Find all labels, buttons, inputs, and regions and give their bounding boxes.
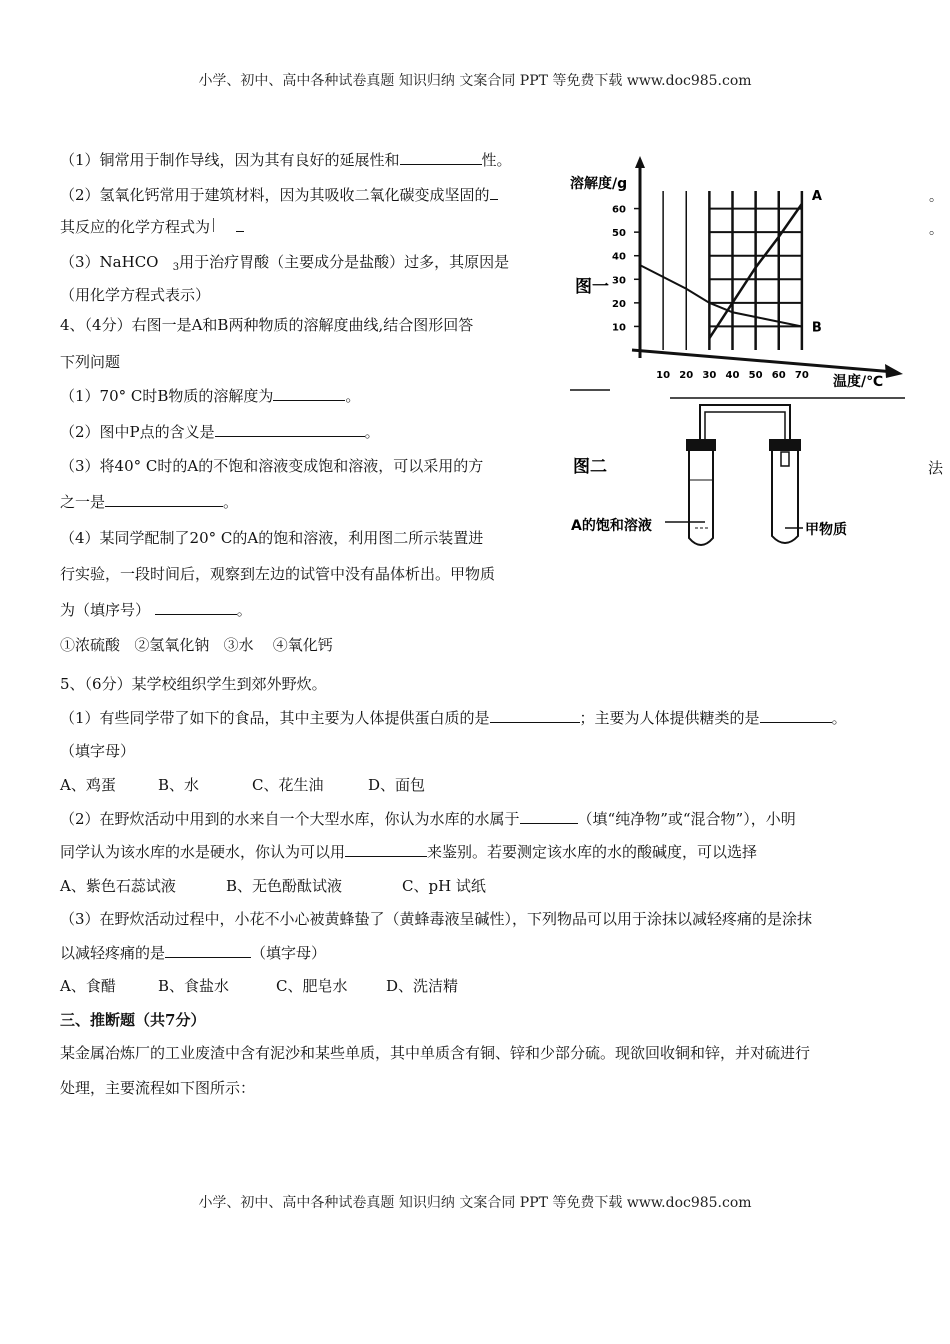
connecting-pipe-inner — [705, 412, 785, 442]
q4-part4-line1: （4）某同学配制了20° C的A的饱和溶液，利用图二所示装置进 — [60, 529, 484, 547]
option: B、无色酚酞试液 — [226, 877, 343, 895]
curve-a-label: A — [811, 188, 822, 204]
q4-part4-line2: 行实验，一段时间后，观察到左边的试管中没有晶体析出。甲物质 — [60, 565, 496, 583]
section3-para-line2: 处理，主要流程如下图所示： — [60, 1079, 256, 1097]
q5-part1: （1）有些同学带了如下的食品，其中主要为人体提供蛋白质的是 ；主要为人体提供糖类的是 。 — [60, 709, 847, 727]
answer-blank — [760, 708, 832, 723]
left-test-tube — [689, 450, 713, 545]
q3-part2: （2）氢氧化钙常用于建筑材料，因为其吸收二氧化碳变成坚固的 — [60, 185, 498, 205]
option: ④氧化钙 — [272, 636, 333, 654]
option: ①浓硫酸 — [60, 636, 121, 654]
dropper — [781, 452, 789, 466]
data-point-a — [732, 302, 734, 304]
data-point-b — [801, 326, 803, 328]
right-test-tube — [772, 450, 798, 543]
x-tick-label: 50 — [748, 370, 763, 381]
option: A、食醋 — [60, 977, 116, 995]
q5-part1-note: （填字母） — [60, 742, 136, 760]
answer-blank — [490, 708, 580, 723]
left-tube-label: A的饱和溶液 — [571, 518, 652, 534]
option: A、鸡蛋 — [60, 776, 116, 794]
q4-intro-line1: 4、（4分）右图一是A和B两种物质的溶解度曲线,结合图形回答 — [60, 316, 474, 334]
q5-part3-options — [60, 976, 458, 996]
q3-part2-period: 。 — [929, 189, 943, 205]
x-tick-label: 70 — [794, 370, 809, 381]
q5-part2-line1: （2）在野炊活动中用到的水来自一个大型水库，你认为水库的水属于 （填“纯净物”或“混合物”），小明 — [60, 810, 796, 828]
curve-b-label: B — [811, 320, 822, 336]
data-point-a — [755, 267, 757, 269]
page-footer: 小学、初中、高中各种试卷真题 知识归纳 文案合同 PPT 等免费下载 www.doc985.com — [198, 1195, 752, 1211]
y-axis-label: 溶解度/g — [570, 176, 628, 192]
y-tick-label: 10 — [612, 322, 626, 334]
data-point-b — [709, 302, 711, 304]
y-tick-label: 50 — [612, 228, 626, 240]
figure-one-label: 图一 — [575, 277, 609, 297]
q3-part3b: （用化学方程式表示） — [60, 286, 211, 304]
x-tick-label: 20 — [679, 370, 694, 381]
q4-options — [60, 635, 333, 655]
solubility-figure — [565, 150, 945, 570]
test-tube-apparatus — [665, 405, 803, 545]
q5-part3-line1: （3）在野炊活动过程中，小花不小心被黄蜂蛰了（黄蜂毒液呈碱性），下列物品可以用于涂抹以减轻疼痛的是涂抹 — [60, 910, 813, 928]
q3-part2b-period: 。 — [929, 222, 943, 238]
option: A、紫色石蕊试液 — [60, 877, 176, 895]
option: D、洗洁精 — [386, 977, 459, 995]
q5-part3-line2: 以减轻疼痛的是 （填字母） — [60, 944, 327, 962]
data-point-b — [732, 311, 734, 313]
data-point-a — [709, 337, 711, 339]
q5-part2-line2: 同学认为该水库的水是硬水，你认为可以用 来鉴别。若要测定该水库的水的酸碱度，可以选择 — [60, 843, 758, 861]
answer-blank — [400, 150, 482, 165]
q4-part1: （1）70° C时B物质的溶解度为 。 — [60, 387, 361, 405]
y-tick-label: 30 — [612, 275, 626, 287]
right-stopper — [770, 440, 800, 450]
x-tick-label: 40 — [725, 370, 740, 381]
answer-blank — [105, 492, 223, 507]
option: ③水 — [223, 636, 254, 654]
option: C、pH 试纸 — [402, 877, 486, 895]
q3-part2b: 其反应的化学方程式为 — [60, 217, 244, 237]
answer-blank — [236, 217, 244, 232]
figure-two-label: 图二 — [573, 457, 607, 477]
answer-blank — [155, 600, 237, 615]
section3-title: 三、推断题（共7分） — [60, 1011, 206, 1029]
q3-part1: （1）铜常用于制作导线，因为其有良好的延展性和 性。 — [60, 151, 512, 169]
option: ②氢氧化钠 — [134, 636, 210, 654]
q5-part2-options — [60, 876, 486, 896]
answer-blank — [215, 422, 365, 437]
cursor-mark — [213, 218, 236, 232]
option: C、花生油 — [252, 776, 324, 794]
solubility-chart — [612, 156, 905, 398]
answer-blank — [490, 185, 498, 200]
q5-part1-options — [60, 775, 425, 795]
x-axis-arrow — [885, 364, 903, 378]
data-point-a — [801, 203, 803, 205]
answer-blank — [520, 809, 578, 824]
answer-blank — [273, 386, 345, 401]
q5-intro: 5、（6分）某学校组织学生到郊外野炊。 — [60, 675, 327, 693]
x-axis-label: 温度/℃ — [833, 374, 884, 390]
section3-para-line1: 某金属冶炼厂的工业废渣中含有泥沙和某些单质，其中单质含有铜、锌和少部分硫。现欲回收铜和锌，并对硫进行 — [60, 1044, 811, 1062]
y-axis-arrow — [635, 156, 645, 168]
right-tube-label: 甲物质 — [805, 522, 847, 538]
q4-part3b: 之一是 。 — [60, 493, 239, 511]
x-tick-label: 30 — [702, 370, 717, 381]
answer-blank — [345, 842, 427, 857]
left-stopper — [687, 440, 715, 450]
option: C、肥皂水 — [276, 977, 348, 995]
option: B、水 — [158, 776, 200, 794]
option: D、面包 — [368, 776, 426, 794]
data-point-b — [755, 316, 757, 318]
option: B、食盐水 — [158, 977, 230, 995]
data-point-b — [778, 321, 780, 323]
x-tick-label: 60 — [771, 370, 786, 381]
q4-intro-line2: 下列问题 — [60, 353, 121, 371]
x-tick-label: 10 — [656, 370, 671, 381]
data-point-b — [685, 288, 687, 290]
q4-part4-line3: 为（填序号） 。 — [60, 601, 252, 619]
page-header: 小学、初中、高中各种试卷真题 知识归纳 文案合同 PPT 等免费下载 www.doc985.com — [198, 73, 752, 89]
q4-part3: （3）将40° C时的A的不饱和溶液变成饱和溶液，可以采用的方 — [60, 457, 484, 475]
q3-part3: （3）NaHCO $_3$用于治疗胃酸（主要成分是盐酸）过多，其原因是 — [60, 253, 510, 273]
q4-part3-tail: 法 — [928, 459, 944, 477]
y-tick-label: 40 — [612, 251, 626, 263]
y-tick-label: 60 — [612, 204, 626, 216]
answer-blank — [165, 943, 251, 958]
q4-part2: （2）图中P点的含义是 。 — [60, 423, 380, 441]
x-axis — [632, 350, 895, 372]
data-point-b — [639, 264, 641, 266]
tube-left-connector — [700, 405, 715, 442]
data-point-a — [778, 236, 780, 238]
connecting-pipe — [715, 405, 790, 442]
y-tick-label: 20 — [612, 298, 626, 310]
